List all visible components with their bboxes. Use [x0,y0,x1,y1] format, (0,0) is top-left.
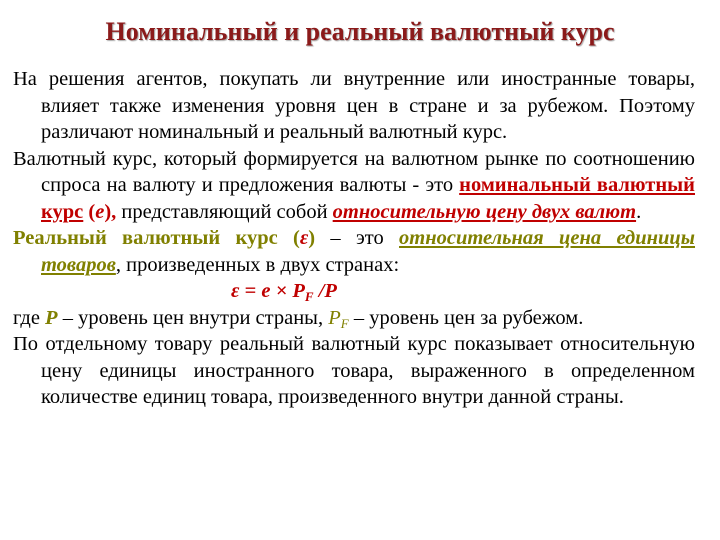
real-text-1: – это [315,227,400,249]
paragraph-intro: На решения агентов, покупать ли внутренние или иностранные товары, влияет также изменения уровня цен в стране и за рубежом. Поэтому различают номинальный и реальный валютный курс. [13,68,695,143]
slide-title: Номинальный и реальный валютный курс [105,17,615,46]
real-rate-formula [13,278,695,305]
nominal-symbol-close: ), [104,200,117,223]
real-definition: относительная цена единицы товаров [41,227,696,276]
formula-sub: F [304,289,314,304]
nominal-definition: относительную цену двух валют [332,200,637,223]
real-symbol-open: ( [277,227,300,249]
nominal-symbol-open: ( [83,200,96,223]
formula-lhs: ε [231,280,240,302]
paragraph-single-good: По отдельному товару реальный валютный курс показывает относительную цену единицы иностранного товара, выраженного в определенном количестве единиц товара, произведенного внутри данной страны. [13,333,695,408]
nominal-symbol: e [95,200,105,223]
paragraph-real [13,225,695,278]
nominal-end: . [636,200,642,223]
real-symbol: ε [299,227,309,249]
paragraph-where [13,305,695,332]
where-text-1: где [13,306,46,329]
where-text-3: – уровень цен за рубежом. [348,306,584,329]
nominal-term: номинальный валютный курс [41,174,695,223]
formula-rhs: /P [313,280,337,302]
real-term: Реальный валютный курс [13,227,278,249]
where-text-2: – уровень цен внутри страны, [57,306,329,329]
real-symbol-close: ) [308,227,316,249]
formula-eq: = e × P [239,280,305,302]
where-p: P [45,306,58,329]
where-pf-sub: F [340,315,349,331]
real-text-2: , произведенных в двух странах: [115,253,400,276]
slide-body [13,66,695,411]
nominal-text-1: Валютный курс, который формируется на валютном рынке по соотношению спроса на валюту и предложения валюты - это [13,147,695,196]
nominal-text-2: представляющий собой [116,200,333,223]
paragraph-nominal [13,146,695,226]
where-pf: P [328,306,341,329]
